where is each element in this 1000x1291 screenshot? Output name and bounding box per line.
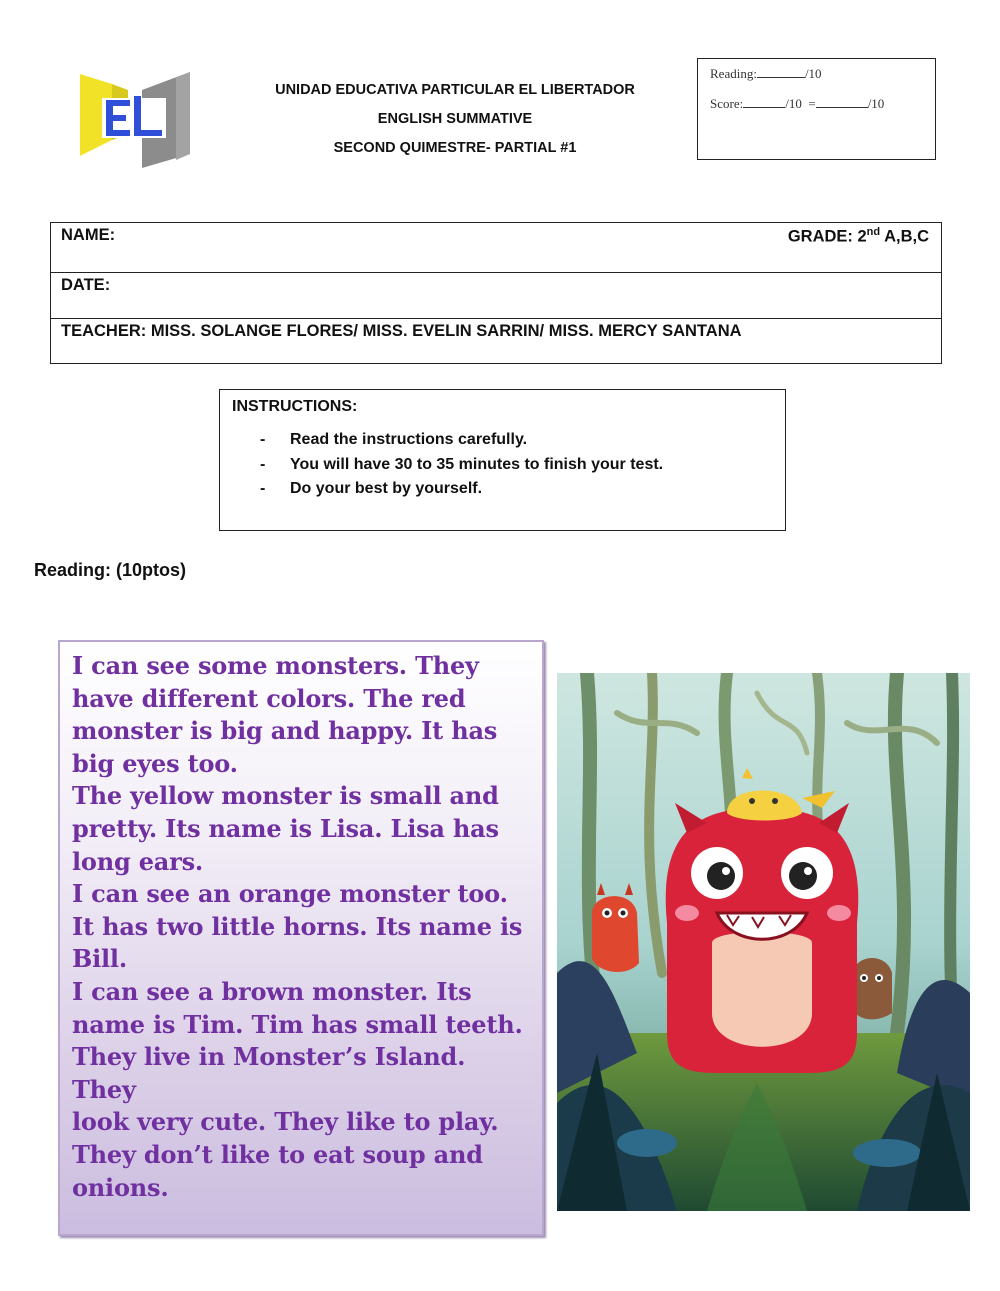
passage-line: name is Tim. Tim has small teeth.: [72, 1009, 523, 1039]
reading-passage: [72, 650, 532, 1204]
score-total-1: /10: [785, 96, 802, 111]
passage-line: onions.: [72, 1172, 169, 1202]
name-row[interactable]: [51, 223, 941, 273]
passage-line: long ears.: [72, 846, 204, 876]
instructions-box: [219, 389, 786, 531]
passage-line: I can see some monsters. They: [72, 651, 479, 680]
reading-score-total: /10: [804, 66, 822, 81]
instructions-list: [232, 430, 773, 504]
reading-heading: Reading: (10ptos): [34, 560, 187, 580]
passage-line: I can see an orange monster too.: [72, 879, 508, 909]
student-info-table: [50, 222, 942, 364]
instruction-item: - You will have 30 to 35 minutes to finish your test.: [260, 455, 664, 473]
instruction-item: - Do your best by yourself.: [260, 480, 483, 497]
instructions-title: INSTRUCTIONS:: [232, 398, 358, 415]
passage-line: They don’t like to eat soup and: [72, 1139, 483, 1169]
logo-text: EL: [132, 120, 134, 121]
passage-line: monster is big and happy. It has: [72, 716, 498, 746]
name-label: NAME:: [61, 226, 116, 244]
total-score-line: [710, 96, 923, 112]
reading-score-line: [710, 66, 923, 82]
passage-line: I can see a brown monster. Its: [72, 976, 472, 1006]
score-box: [697, 58, 936, 160]
passage-line: They live in Monster’s Island. They: [72, 1042, 466, 1104]
school-logo: [72, 70, 192, 170]
score-total-2: /10: [867, 96, 885, 111]
score-blank-1[interactable]: [743, 96, 785, 108]
document-header: [210, 78, 700, 165]
school-name: UNIDAD EDUCATIVA PARTICULAR EL LIBERTADOR: [275, 82, 635, 98]
date-label: DATE:: [61, 276, 111, 294]
score-equals: =: [808, 96, 816, 111]
reading-passage-box: [58, 640, 544, 1236]
passage-line: Bill.: [72, 944, 127, 974]
reading-score-label: Reading:: [710, 66, 757, 81]
subject-title: ENGLISH SUMMATIVE: [377, 111, 533, 127]
date-row[interactable]: [51, 273, 941, 319]
instruction-item: - Read the instructions carefully.: [260, 431, 528, 448]
passage-line: It has two little horns. Its name is: [72, 911, 523, 941]
teacher-row: [51, 319, 941, 365]
passage-line: look very cute. They like to play.: [72, 1107, 499, 1137]
reading-score-blank[interactable]: [757, 66, 805, 78]
score-label: Score:: [710, 96, 744, 111]
monster-illustration: [557, 673, 970, 1211]
passage-line: big eyes too.: [72, 748, 238, 778]
grade-label: GRADE: 2nd A,B,C: [787, 226, 929, 246]
passage-line: have different colors. The red: [72, 683, 466, 713]
term-title: SECOND QUIMESTRE- PARTIAL #1: [333, 140, 577, 156]
passage-line: The yellow monster is small and: [72, 781, 499, 811]
score-blank-2[interactable]: [816, 96, 868, 108]
teacher-line: TEACHER: MISS. SOLANGE FLORES/ MISS. EVELIN SARRIN/ MISS. MERCY SANTANA: [61, 322, 742, 340]
passage-line: pretty. Its name is Lisa. Lisa has: [72, 813, 499, 843]
